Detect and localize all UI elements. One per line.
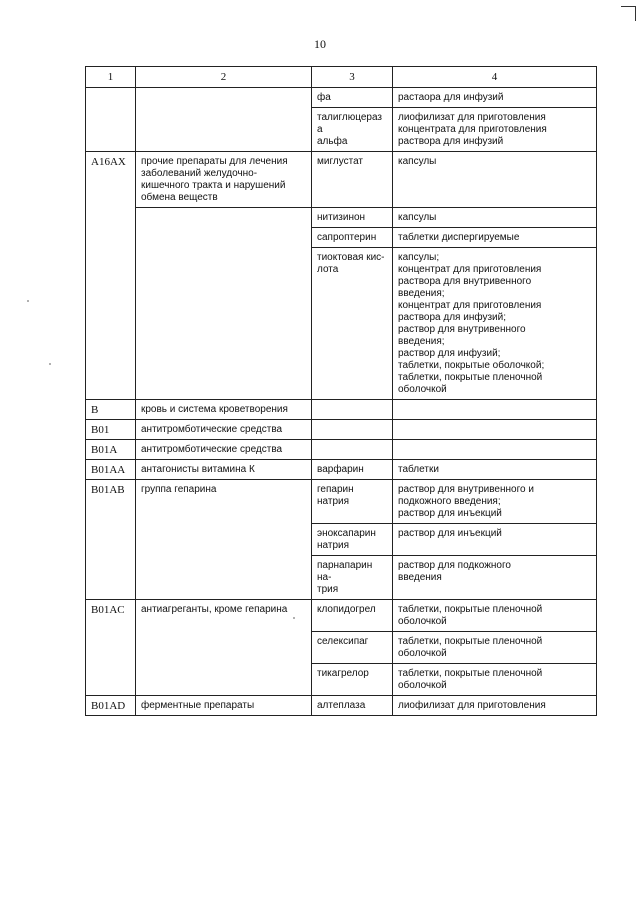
dosage-form: лиофилизат для приготовления концентрата для приготовления раствора для инфузий: [393, 108, 597, 152]
scan-speck: [293, 617, 295, 619]
table-row: [86, 440, 597, 460]
drug-name: нитизинон: [312, 208, 393, 228]
dosage-form: раствор для подкожного введения: [393, 556, 597, 600]
group-name: [136, 88, 312, 152]
dosage-form: [393, 440, 597, 460]
header-col-4: 4: [393, 67, 597, 88]
page-number: 10: [314, 37, 326, 51]
drug-name: [312, 440, 393, 460]
dosage-form: раствор для внутривенного и подкожного введения; раствор для инъекций: [393, 480, 597, 524]
dosage-form: таблетки, покрытые пленочной оболочкой: [393, 600, 597, 632]
dosage-form: [393, 400, 597, 420]
table-row: [86, 88, 597, 108]
corner-crop-mark: [621, 6, 636, 21]
drug-name: тикагрелор: [312, 664, 393, 696]
atc-code: [86, 88, 136, 152]
dosage-form: таблетки, покрытые пленочной оболочкой: [393, 632, 597, 664]
table-header-row: [86, 67, 597, 88]
drug-name: гепарин натрия: [312, 480, 393, 524]
scan-speck: [49, 363, 51, 365]
scan-speck: [27, 300, 29, 302]
group-name: [136, 208, 312, 400]
table-row: [86, 600, 597, 632]
header-col-1: 1: [86, 67, 136, 88]
table-row: [86, 420, 597, 440]
drug-name: [312, 420, 393, 440]
atc-code: B01A: [86, 440, 136, 460]
dosage-form: лиофилизат для приготовления: [393, 696, 597, 716]
atc-code: B01AC: [86, 600, 136, 696]
drug-name: талиглюцераза альфа: [312, 108, 393, 152]
table-row: [86, 696, 597, 716]
dosage-form: капсулы: [393, 208, 597, 228]
table-row: [86, 460, 597, 480]
group-name: антитромботические средства: [136, 420, 312, 440]
dosage-form: капсулы; концентрат для приготовления раствора для внутривенного введения; концентрат для приготовления раствора для инфузий; раствор для внутривенного введения; раствор для инфузий; таблетки, покрытые оболочкой; таблетки, покрытые пленочной оболочкой: [393, 248, 597, 400]
group-name: кровь и система кроветворения: [136, 400, 312, 420]
atc-code: A16AX: [86, 152, 136, 400]
drug-name: парнапарин на- трия: [312, 556, 393, 600]
header-col-2: 2: [136, 67, 312, 88]
atc-code: B01: [86, 420, 136, 440]
group-name: антагонисты витамина К: [136, 460, 312, 480]
group-name: группа гепарина: [136, 480, 312, 600]
header-col-3: 3: [312, 67, 393, 88]
dosage-form: таблетки, покрытые пленочной оболочкой: [393, 664, 597, 696]
drug-name: сапроптерин: [312, 228, 393, 248]
table-row: [86, 208, 597, 228]
table-row: [86, 480, 597, 524]
drug-name: варфарин: [312, 460, 393, 480]
atc-code: B01AA: [86, 460, 136, 480]
atc-code: B01AD: [86, 696, 136, 716]
drug-name: тиоктовая кис- лота: [312, 248, 393, 400]
drug-name: [312, 400, 393, 420]
drug-classification-table: [85, 66, 597, 716]
group-name: антиагреганты, кроме гепарина: [136, 600, 312, 696]
drug-name: миглустат: [312, 152, 393, 208]
drug-name: эноксапарин натрия: [312, 524, 393, 556]
drug-name: клопидогрел: [312, 600, 393, 632]
atc-code: B01AB: [86, 480, 136, 600]
group-name: прочие препараты для лечения заболеваний желудочно- кишечного тракта и нарушений обмена веществ: [136, 152, 312, 208]
dosage-form: таблетки диспергируемые: [393, 228, 597, 248]
dosage-form: [393, 420, 597, 440]
dosage-form: капсулы: [393, 152, 597, 208]
table-row: [86, 152, 597, 208]
atc-code: B: [86, 400, 136, 420]
group-name: ферментные препараты: [136, 696, 312, 716]
dosage-form: таблетки: [393, 460, 597, 480]
drug-name: алтеплаза: [312, 696, 393, 716]
drug-name: фа: [312, 88, 393, 108]
table-row: [86, 400, 597, 420]
dosage-form: растаора для инфузий: [393, 88, 597, 108]
group-name: антитромботические средства: [136, 440, 312, 460]
dosage-form: раствор для инъекций: [393, 524, 597, 556]
drug-name: селексипаг: [312, 632, 393, 664]
